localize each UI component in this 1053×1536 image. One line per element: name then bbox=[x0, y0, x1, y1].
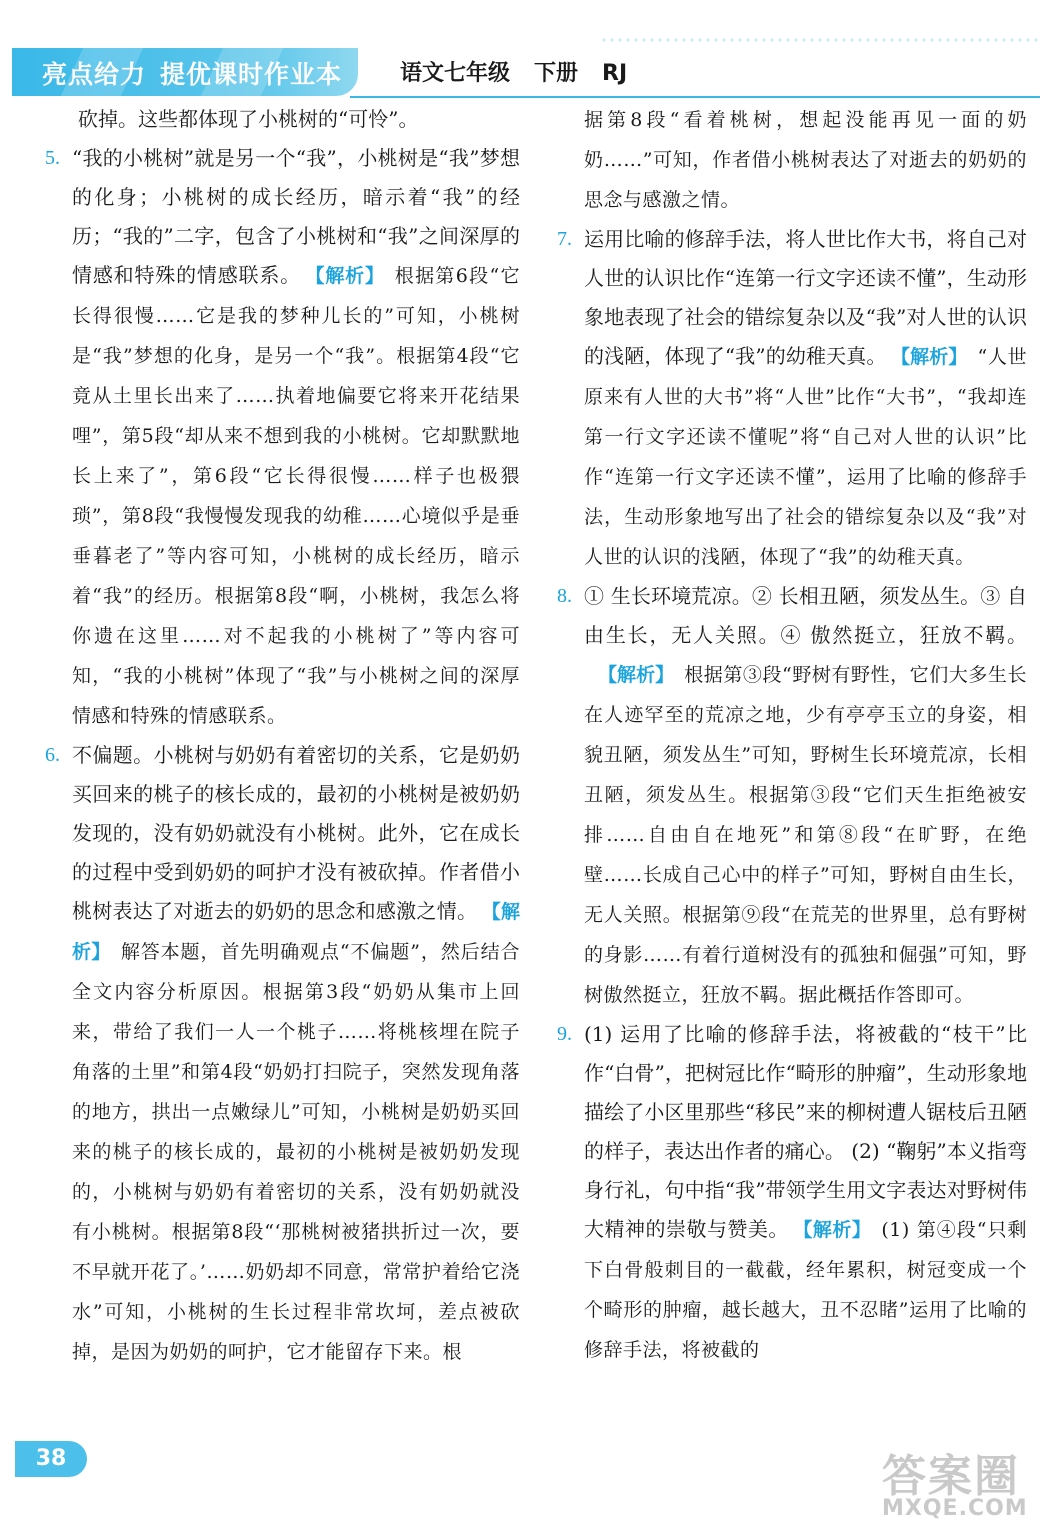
watermark-url: MXQE.COM bbox=[882, 1496, 1028, 1521]
right-column bbox=[557, 100, 1027, 1370]
continuation-text bbox=[45, 100, 520, 139]
edition: RJ bbox=[602, 61, 628, 86]
analysis-text: 根据第③段“野树有野性，它们大多生长在人迹罕至的荒凉之地，少有亭亭玉立的身姿，相貌丑陋，须发丛生”可知，野树生长环境荒凉，长相丑陋，须发丛生。根据第③段“它们天生拒绝被安排……自由自在地死”和第⑧段“在旷野，在绝壁……长成自己心中的样子”可知，野树自由生长，无人关照。根据第⑨段“在荒芜的世界里，总有野树的身影……有着行道树没有的孤独和倔强”可知，野树傲然挺立，狂放不羁。据此概括作答即可。 bbox=[584, 664, 1027, 1006]
question-number: 9. bbox=[557, 1023, 572, 1045]
book-name: 提优课时作业本 bbox=[160, 60, 343, 89]
header-rule bbox=[350, 96, 1040, 98]
analysis-label: 【解析】 bbox=[315, 265, 385, 287]
continuation-body: 据第8段“看着桃树，想起没能再见一面的奶奶……”可知，作者借小桃树表达了对逝去的奶奶的思念与感激之情。 bbox=[584, 109, 1027, 211]
analysis-text: (1) 第④段“只剩下白骨般刺目的一截截，经年累积，树冠变成一个个畸形的肿瘤，越长越大，丑不忍睹”运用了比喻的修辞手法，将被截的 bbox=[584, 1219, 1027, 1361]
question-7 bbox=[557, 220, 1027, 577]
page-header bbox=[0, 0, 1053, 100]
left-column bbox=[45, 100, 520, 1372]
watermark-text: 答案圈 bbox=[882, 1451, 1020, 1502]
watermark-logo bbox=[872, 1440, 1042, 1530]
analysis-label: 【解析】 bbox=[900, 346, 968, 368]
answer-text: ① 生长环境荒凉。② 长相丑陋，须发丛生。③ 自由生长，无人关照。④ 傲然挺立，狂放不羁。 bbox=[584, 584, 1027, 647]
brand-name: 亮点给力 bbox=[42, 60, 147, 89]
banner-title bbox=[42, 55, 342, 91]
answer-text: (1) 运用了比喻的修辞手法，将被截的“枝干”比作“白骨”，把树冠比作“畸形的肿瘤”，生动形象地描绘了小区里那些“移民”来的柳树遭人锯枝后丑陋的样子，表达出作者的痛心。 (2) “鞠躬”本义指弯身行礼，句中指“我”带领学生用文字表达对野树伟大精神的崇敬与赞美。 bbox=[584, 1022, 1027, 1241]
answer-text: 不偏题。小桃树与奶奶有着密切的关系，它是奶奶买回来的桃子的核长成的，最初的小桃树是被奶奶发现的，没有奶奶就没有小桃树。此外，它在成长的过程中受到奶奶的呵护才没有被砍掉。作者借小桃树表达了对逝去的奶奶的思念和感激之情。 bbox=[72, 743, 520, 923]
analysis-text: 根据第6段“它长得很慢……它是我的梦种儿长的”可知，小桃树是“我”梦想的化身，是另一个“我”。根据第4段“它竟从土里长出来了……执着地偏要它将来开花结果哩”，第5段“却从来不想到我的小桃树。它却默默地长上来了”，第6段“它长得很慢……样子也极猥琐”，第8段“我慢慢发现我的幼稚……心境似乎是垂垂暮老了”等内容可知，小桃树的成长经历，暗示着“我”的经历。根据第8段“啊，小桃树，我怎么将你遗在这里……对不起我的小桃树了”等内容可知，“我的小桃树”体现了“我”与小桃树之间的深厚情感和特殊的情感联系。 bbox=[72, 265, 520, 727]
analysis-label: 【解析】 bbox=[598, 664, 675, 686]
question-number: 6. bbox=[45, 744, 60, 766]
subject-info bbox=[400, 56, 651, 87]
analysis-text: “人世原来有人世的大书”将“人世”比作“大书”，“我却连第一行文字还读不懂呢”将“自己对人世的认识”比作“连第一行文字还读不懂”，运用了比喻的修辞手法，生动形象地写出了社会的错综复杂以及“我”对人世的认识的浅陋，体现了“我”的幼稚天真。 bbox=[584, 346, 1027, 568]
analysis-text: 解答本题，首先明确观点“不偏题”，然后结合全文内容分析原因。根据第3段“奶奶从集市上回来，带给了我们一人一个桃子……将桃核埋在院子角落的土里”和第4段“奶奶打扫院子，突然发现角落的地方，拱出一点嫩绿儿”可知，小桃树是奶奶买回来的桃子的核长成的，最初的小桃树是被奶奶发现的，小桃树与奶奶有着密切的关系，没有奶奶就没有小桃树。根据第8段“‘那桃树被猪拱折过一次，要不早就开花了。’……奶奶却不同意，常常护着给它浇水”可知，小桃树的生长过程非常坎坷，差点被砍掉，是因为奶奶的呵护，它才能留存下来。根 bbox=[72, 941, 520, 1363]
header-dots-decoration bbox=[600, 36, 1040, 46]
analysis-label: 【解析】 bbox=[802, 1219, 872, 1241]
question-5 bbox=[45, 139, 520, 736]
volume: 下册 bbox=[534, 61, 579, 86]
subject-grade: 语文七年级 bbox=[400, 61, 511, 86]
header-banner bbox=[12, 48, 358, 96]
question-number: 8. bbox=[557, 585, 572, 607]
question-6 bbox=[45, 736, 520, 1372]
answer-text: “我的小桃树”就是另一个“我”，小桃树是“我”梦想的化身；小桃树的成长经历，暗示着“我”的经历；“我的”二字，包含了小桃树和“我”之间深厚的情感和特殊的情感联系。 bbox=[72, 146, 520, 287]
question-number: 7. bbox=[557, 228, 572, 250]
page-number: 38 bbox=[15, 1441, 87, 1477]
question-9 bbox=[557, 1015, 1027, 1370]
question-8 bbox=[557, 577, 1027, 1015]
analysis-label: 【解析】 bbox=[72, 901, 520, 963]
question-number: 5. bbox=[45, 147, 60, 169]
continuation-body: 砍掉。这些都体现了小桃树的“可怜”。 bbox=[78, 107, 419, 131]
answer-text: 运用比喻的修辞手法，将人世比作大书，将自己对人世的认识比作“连第一行文字还读不懂”，生动形象地表现了社会的错综复杂以及“我”对人世的认识的浅陋，体现了“我”的幼稚天真。 bbox=[584, 227, 1027, 368]
continuation-text bbox=[557, 100, 1027, 220]
